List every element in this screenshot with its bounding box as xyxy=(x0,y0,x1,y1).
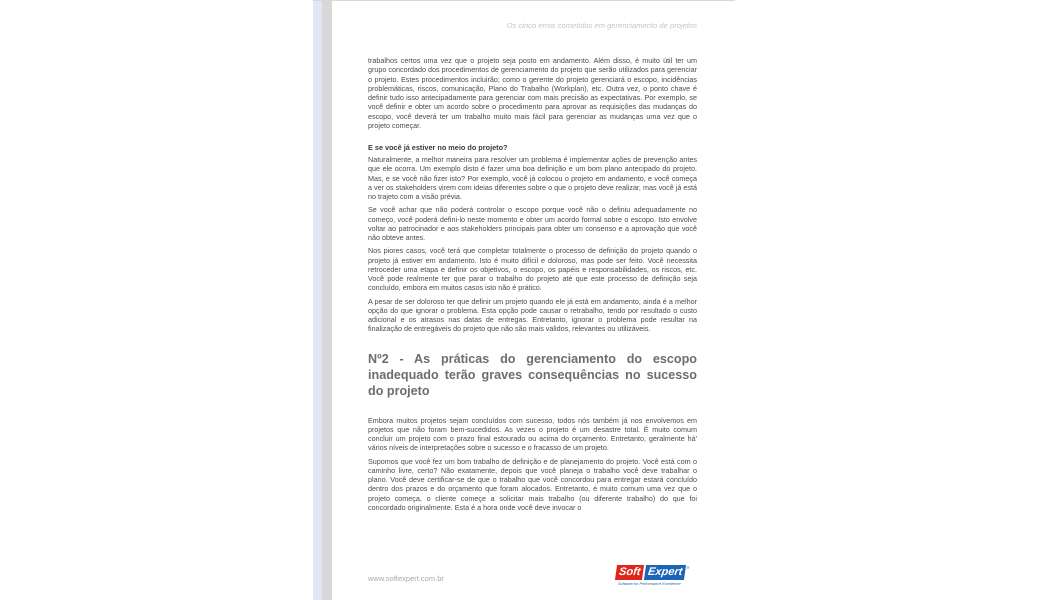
paragraph: Nos piores casos, você terá que completar totalmente o processo de definição do projeto quando o projeto já estiver em andamento. Isto é muito difícil e doloroso, mas pode ser feito. Você necessita retroceder uma etapa e definir os objetivos, o escopo, os papéis e responsabilidades, os riscos, etc. Você pode realmente ter que parar o trabalho do projeto até que este processo de definição seja concluído, embora em muitos casos isto não é prático. xyxy=(368,246,697,293)
logo-soft: Soft xyxy=(615,565,644,580)
paragraph: Se você achar que não poderá controlar o escopo porque você não o definiu adequadamente no começo, você poderá defini-lo neste momento e obter um acordo formal sobre o escopo. Isto envolve voltar ao patrocinador e aos stakeholders principais para obter um consenso e a aprovação que você não obteve antes. xyxy=(368,205,697,242)
paragraph: Embora muitos projetos sejam concluídos com sucesso, todos nós também já nos envolvemos em projetos que não foram bem-sucedidos. As vezes o projeto é um desastre total. É muito comum concluir um projeto com o prazo final estourado ou acima do orçamento. Entretanto, geralmente há' vários níveis de interpretações sobre o sucesso e o fracasso de um projeto. xyxy=(368,415,697,453)
running-header: Os cinco erros cometidos em gerenciamento de projetos xyxy=(506,21,697,30)
logo-tagline: Software for Performance Excellence xyxy=(618,582,681,586)
footer-url[interactable]: www.softexpert.com.br xyxy=(368,574,444,583)
subheading: E se você já estiver no meio do projeto? xyxy=(368,143,508,152)
paragraph: Supomos que você fez um bom trabalho de definição e de planejamento do projeto. Você está com o caminho livre, certo? Não exatamente, depois que você planeja o trabalho você deve trabalhar o plano. Você deve certificar-se de que o trabalho que você concordou para entregar estará concluído dentro dos prazos e do orçamento que foram alocados. Entretanto, é muito comum uma vez que o projeto começa, o cliente começe a solicitar mais trabalho (ou diferente trabalho) do que foi concordado originalmente. Esta é a hora onde você deve invocar o xyxy=(368,456,697,512)
softexpert-logo xyxy=(616,565,698,589)
viewer-left-margin xyxy=(313,0,322,600)
paragraph: trabalhos certos uma vez que o projeto seja posto em andamento. Além disso, é muito útil ter um grupo concordado dos procedimentos de gerenciamento do projeto que serão utilizados para gerenciar o projeto. Estes procedimentos incluirão; como o gerente do projeto gerenciará o escopo, incidências problemáticas, riscos, comunicação, Plano do Trabalho (Workplan), etc. Outra vez, o ponto chave é definir tudo isso antecipadamente para gerenciar com mais precisão as expectativas. Por exemplo, se você definir e obter um acordo sobre o procedimento para aprovar as requisições das mudanças do escopo, você deverá ter um trabalho muito mais fácil para gerenciar as mudanças uma vez que o projeto começar. xyxy=(368,56,697,130)
paragraph: Naturalmente, a melhor maneira para resolver um problema é implementar ações de prevenção antes que ele ocorra. Um exemplo disto é fazer uma boa definição e um bom plano antecipado do projeto. Mas, e se você não fizer isto? Por exemplo, você já colocou o projeto em andamento, e você começa a ver os stakeholders virem com ideias diferentes sobre o que o projeto deve realizar, mas você já está no trajeto com a visão prévia. xyxy=(368,155,697,201)
registered-mark-icon: ® xyxy=(686,565,690,570)
section-heading: Nº2 - As práticas do gerenciamento do escopo inadequado terão graves consequências no sucesso do projeto xyxy=(368,351,697,398)
paragraph: A pesar de ser doloroso ter que definir um projeto quando ele já está em andamento, ainda é a melhor opção do que ignorar o problema. Esta opção pode causar o retrabalho, tendo por resultado o custo adicional e os atrasos nas datas de entregas. Entretanto, ignorar o problema pode resultar na finalização de entregáveis do projeto que não são mais validos, relevantes ou utilizáveis. xyxy=(368,296,697,334)
page-content xyxy=(368,56,697,516)
viewer-page-shadow xyxy=(322,0,332,600)
logo-expert: Expert xyxy=(644,565,686,580)
